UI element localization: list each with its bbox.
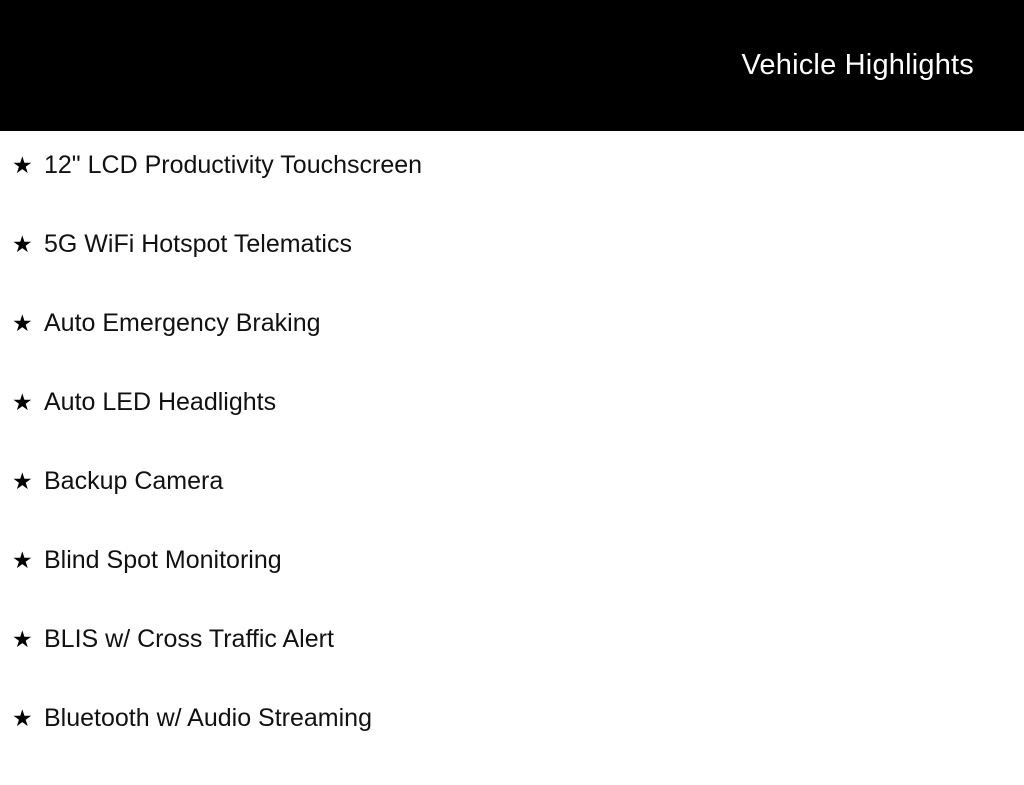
list-item (0, 548, 1024, 627)
highlight-label: Auto LED Headlights (44, 388, 277, 416)
highlight-label: BLIS w/ Cross Traffic Alert (44, 625, 334, 653)
star-icon: ★ (12, 310, 33, 336)
list-item (0, 706, 1024, 785)
star-icon: ★ (12, 231, 33, 257)
header-bar (0, 0, 1024, 131)
vehicle-highlights-list (0, 131, 1024, 785)
star-icon: ★ (12, 468, 33, 494)
list-item (0, 390, 1024, 469)
highlight-label: Backup Camera (44, 467, 224, 495)
list-item (0, 311, 1024, 390)
page-title: Vehicle Highlights (741, 49, 974, 81)
star-icon: ★ (12, 389, 33, 415)
list-item (0, 469, 1024, 548)
highlight-label: Blind Spot Monitoring (44, 546, 282, 574)
star-icon: ★ (12, 152, 33, 178)
star-icon: ★ (12, 626, 33, 652)
star-icon: ★ (12, 547, 33, 573)
star-icon: ★ (12, 705, 33, 731)
highlight-label: 12" LCD Productivity Touchscreen (44, 151, 423, 179)
list-item (0, 153, 1024, 232)
highlight-label: Bluetooth w/ Audio Streaming (44, 704, 372, 732)
list-item (0, 232, 1024, 311)
highlight-label: Auto Emergency Braking (44, 309, 321, 337)
highlight-label: 5G WiFi Hotspot Telematics (44, 230, 352, 258)
list-item (0, 627, 1024, 706)
